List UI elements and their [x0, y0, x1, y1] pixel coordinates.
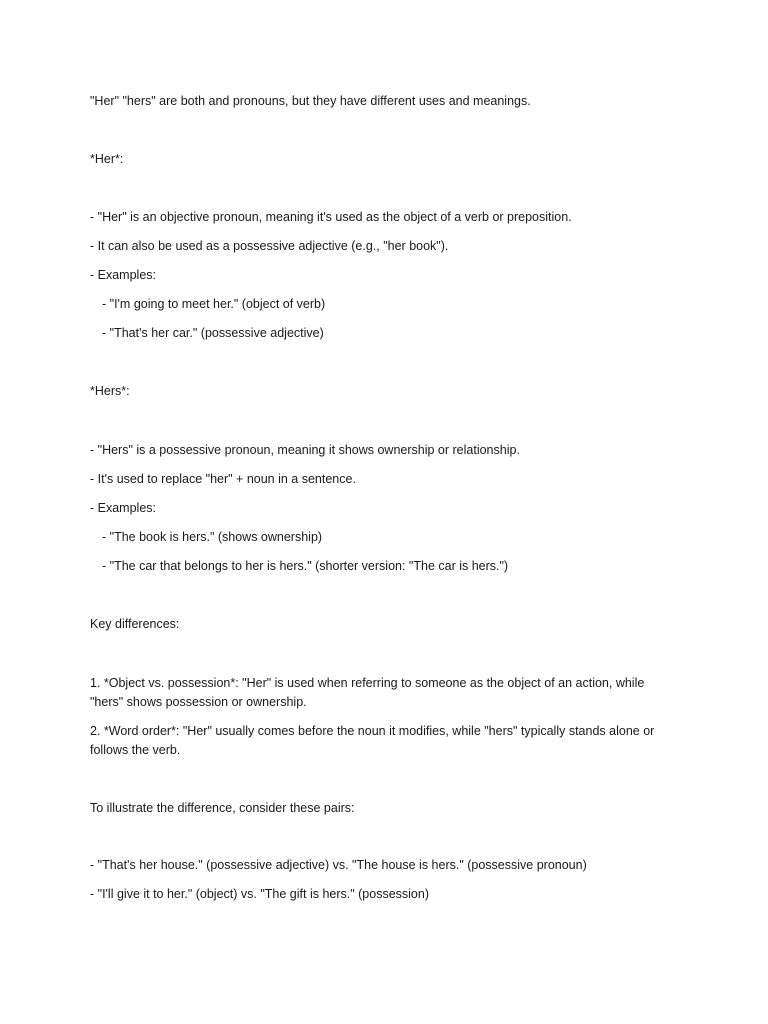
hers-example-2: - "The car that belongs to her is hers." (shorter version: "The car is hers.") — [102, 559, 509, 573]
hers-point-possessive-pronoun: - "Hers" is a possessive pronoun, meaning it shows ownership or relationship. — [90, 443, 520, 457]
her-example-2: - "That's her car." (possessive adjective) — [102, 326, 324, 340]
key-difference-2: 2. *Word order*: "Her" usually comes before the noun it modifies, while "hers" typically stands alone or follows the verb. — [90, 724, 655, 757]
her-point-objective: - "Her" is an objective pronoun, meaning it's used as the object of a verb or preposition. — [90, 210, 572, 224]
her-point-possessive-adjective: - It can also be used as a possessive adjective (e.g., "her book"). — [90, 239, 449, 253]
key-difference-1: 1. *Object vs. possession*: "Her" is used when referring to someone as the object of an action, while "hers" shows possession or ownership. — [90, 676, 645, 709]
her-example-1: - "I'm going to meet her." (object of verb) — [102, 297, 326, 311]
key-differences-heading: Key differences: — [90, 617, 180, 631]
illustration-pair-2: - "I'll give it to her." (object) vs. "The gift is hers." (possession) — [90, 887, 430, 901]
illustration-intro: To illustrate the difference, consider these pairs: — [90, 801, 355, 815]
hers-example-1: - "The book is hers." (shows ownership) — [102, 530, 323, 544]
her-examples-label: - Examples: — [90, 268, 156, 282]
illustration-pair-1: - "That's her house." (possessive adjective) vs. "The house is hers." (possessive pronoun) — [90, 858, 587, 872]
hers-examples-label: - Examples: — [90, 501, 156, 515]
hers-point-replace: - It's used to replace "her" + noun in a sentence. — [90, 472, 356, 486]
her-heading: *Her*: — [90, 152, 124, 166]
intro-paragraph: "Her" "hers" are both and pronouns, but they have different uses and meanings. — [90, 94, 531, 108]
hers-heading: *Hers*: — [90, 384, 130, 398]
